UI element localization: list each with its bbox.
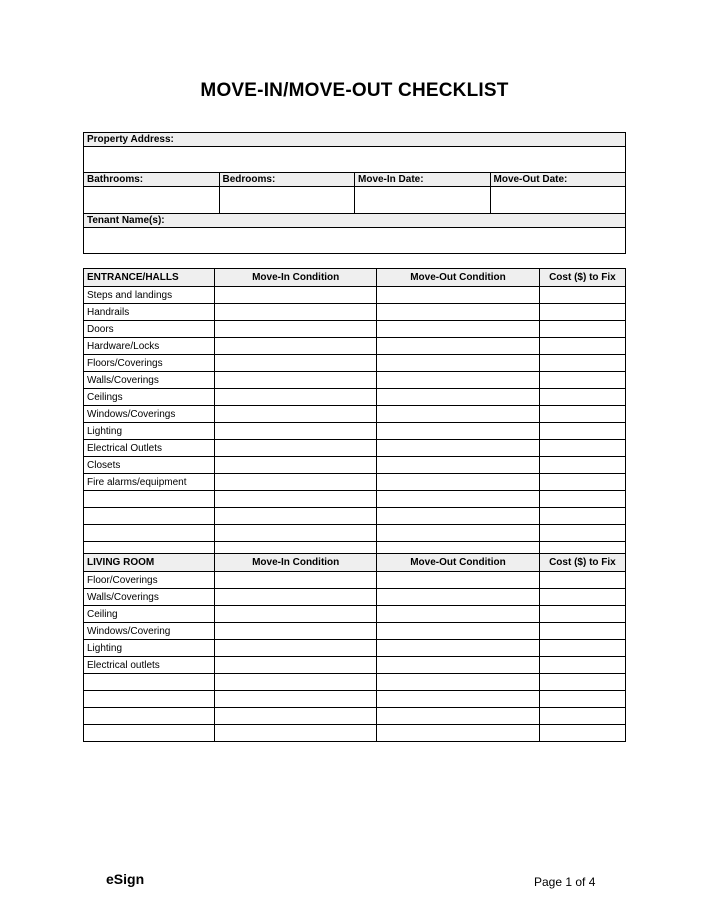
col-move-in-condition: Move-In Condition (215, 554, 377, 572)
move-out-condition-cell[interactable] (377, 440, 540, 457)
move-out-date-field[interactable] (490, 187, 626, 214)
table-row (84, 440, 626, 457)
table-row (84, 355, 626, 372)
item-label: Electrical Outlets (84, 440, 215, 457)
property-info-table (83, 132, 626, 254)
move-in-condition-cell[interactable] (215, 589, 377, 606)
item-label (84, 674, 215, 691)
move-in-date-field[interactable] (355, 187, 491, 214)
col-move-in-condition: Move-In Condition (215, 269, 377, 287)
cost-to-fix-cell[interactable] (539, 657, 625, 674)
cost-to-fix-cell[interactable] (539, 355, 625, 372)
move-in-condition-cell[interactable] (215, 508, 377, 525)
section-header-row (84, 269, 626, 287)
table-row (84, 725, 626, 742)
item-label: Floor/Coverings (84, 572, 215, 589)
move-out-condition-cell[interactable] (377, 606, 540, 623)
move-in-condition-cell[interactable] (215, 406, 377, 423)
cost-to-fix-cell[interactable] (539, 440, 625, 457)
table-row (84, 572, 626, 589)
move-out-condition-cell[interactable] (377, 508, 540, 525)
table-row (84, 406, 626, 423)
move-out-condition-cell[interactable] (377, 525, 540, 542)
move-in-condition-cell[interactable] (215, 321, 377, 338)
cost-to-fix-cell[interactable] (539, 508, 625, 525)
item-label: Ceilings (84, 389, 215, 406)
move-out-condition-cell[interactable] (377, 406, 540, 423)
item-label (84, 491, 215, 508)
cost-to-fix-cell[interactable] (539, 640, 625, 657)
move-in-condition-cell[interactable] (215, 338, 377, 355)
table-row (84, 589, 626, 606)
item-label: Handrails (84, 304, 215, 321)
move-out-condition-cell[interactable] (377, 623, 540, 640)
move-in-condition-cell[interactable] (215, 491, 377, 508)
move-out-condition-cell[interactable] (377, 287, 540, 304)
bedrooms-field[interactable] (219, 187, 355, 214)
col-move-out-condition: Move-Out Condition (377, 269, 540, 287)
item-label: Fire alarms/equipment (84, 474, 215, 491)
checklist-entrance-halls (83, 268, 626, 559)
item-label: Steps and landings (84, 287, 215, 304)
move-out-condition-cell[interactable] (377, 304, 540, 321)
table-row (84, 508, 626, 525)
item-label: Doors (84, 321, 215, 338)
move-in-condition-cell[interactable] (215, 674, 377, 691)
col-cost-to-fix: Cost ($) to Fix (539, 554, 625, 572)
cost-to-fix-cell[interactable] (539, 708, 625, 725)
move-out-condition-cell[interactable] (377, 725, 540, 742)
cost-to-fix-cell[interactable] (539, 321, 625, 338)
item-label (84, 525, 215, 542)
item-label: Ceiling (84, 606, 215, 623)
checklist-living-room (83, 553, 626, 742)
property-address-label: Property Address: (84, 133, 626, 147)
property-address-field[interactable] (84, 147, 626, 173)
item-label: Electrical outlets (84, 657, 215, 674)
table-row (84, 423, 626, 440)
item-label (84, 508, 215, 525)
move-out-condition-cell[interactable] (377, 372, 540, 389)
cost-to-fix-cell[interactable] (539, 589, 625, 606)
table-row (84, 372, 626, 389)
move-in-condition-cell[interactable] (215, 606, 377, 623)
cost-to-fix-cell[interactable] (539, 423, 625, 440)
move-in-date-label: Move-In Date: (355, 173, 491, 187)
tenant-names-label: Tenant Name(s): (84, 214, 626, 228)
item-label: Walls/Coverings (84, 589, 215, 606)
cost-to-fix-cell[interactable] (539, 491, 625, 508)
table-row (84, 674, 626, 691)
move-out-condition-cell[interactable] (377, 423, 540, 440)
move-out-condition-cell[interactable] (377, 640, 540, 657)
cost-to-fix-cell[interactable] (539, 389, 625, 406)
table-row (84, 623, 626, 640)
table-row (84, 457, 626, 474)
move-out-condition-cell[interactable] (377, 691, 540, 708)
move-in-condition-cell[interactable] (215, 474, 377, 491)
section-header-row (84, 554, 626, 572)
move-out-condition-cell[interactable] (377, 474, 540, 491)
cost-to-fix-cell[interactable] (539, 525, 625, 542)
bedrooms-label: Bedrooms: (219, 173, 355, 187)
move-in-condition-cell[interactable] (215, 389, 377, 406)
move-out-condition-cell[interactable] (377, 674, 540, 691)
cost-to-fix-cell[interactable] (539, 572, 625, 589)
table-row (84, 304, 626, 321)
table-row (84, 338, 626, 355)
table-row (84, 525, 626, 542)
table-row (84, 321, 626, 338)
bathrooms-label: Bathrooms: (84, 173, 220, 187)
cost-to-fix-cell[interactable] (539, 474, 625, 491)
table-row (84, 640, 626, 657)
item-label: Windows/Covering (84, 623, 215, 640)
esign-logo: eSign (106, 871, 145, 887)
move-out-date-label: Move-Out Date: (490, 173, 626, 187)
item-label: Closets (84, 457, 215, 474)
item-label (84, 708, 215, 725)
table-row (84, 691, 626, 708)
move-in-condition-cell[interactable] (215, 725, 377, 742)
move-in-condition-cell[interactable] (215, 525, 377, 542)
move-in-condition-cell[interactable] (215, 691, 377, 708)
move-out-condition-cell[interactable] (377, 355, 540, 372)
table-row (84, 389, 626, 406)
item-label: Walls/Coverings (84, 372, 215, 389)
item-label (84, 725, 215, 742)
col-move-out-condition: Move-Out Condition (377, 554, 540, 572)
item-label: Lighting (84, 640, 215, 657)
item-label: Windows/Coverings (84, 406, 215, 423)
item-label: Hardware/Locks (84, 338, 215, 355)
move-out-condition-cell[interactable] (377, 708, 540, 725)
move-out-condition-cell[interactable] (377, 389, 540, 406)
col-cost-to-fix: Cost ($) to Fix (539, 269, 625, 287)
move-in-condition-cell[interactable] (215, 440, 377, 457)
section-name: LIVING ROOM (84, 554, 215, 572)
move-out-condition-cell[interactable] (377, 457, 540, 474)
move-out-condition-cell[interactable] (377, 657, 540, 674)
item-label: Floors/Coverings (84, 355, 215, 372)
move-in-condition-cell[interactable] (215, 372, 377, 389)
section-name: ENTRANCE/HALLS (84, 269, 215, 287)
move-in-condition-cell[interactable] (215, 572, 377, 589)
cost-to-fix-cell[interactable] (539, 304, 625, 321)
move-in-condition-cell[interactable] (215, 423, 377, 440)
table-row (84, 708, 626, 725)
move-in-condition-cell[interactable] (215, 287, 377, 304)
move-out-condition-cell[interactable] (377, 338, 540, 355)
cost-to-fix-cell[interactable] (539, 606, 625, 623)
tenant-names-field[interactable] (84, 228, 626, 254)
cost-to-fix-cell[interactable] (539, 725, 625, 742)
move-in-condition-cell[interactable] (215, 640, 377, 657)
move-in-condition-cell[interactable] (215, 355, 377, 372)
cost-to-fix-cell[interactable] (539, 457, 625, 474)
table-row (84, 474, 626, 491)
table-row (84, 491, 626, 508)
move-in-condition-cell[interactable] (215, 623, 377, 640)
move-out-condition-cell[interactable] (377, 589, 540, 606)
cost-to-fix-cell[interactable] (539, 623, 625, 640)
move-in-condition-cell[interactable] (215, 657, 377, 674)
item-label: Lighting (84, 423, 215, 440)
item-label (84, 691, 215, 708)
table-row (84, 657, 626, 674)
table-row (84, 606, 626, 623)
cost-to-fix-cell[interactable] (539, 674, 625, 691)
move-out-condition-cell[interactable] (377, 572, 540, 589)
cost-to-fix-cell[interactable] (539, 691, 625, 708)
bathrooms-field[interactable] (84, 187, 220, 214)
cost-to-fix-cell[interactable] (539, 372, 625, 389)
table-row (84, 287, 626, 304)
move-in-condition-cell[interactable] (215, 708, 377, 725)
cost-to-fix-cell[interactable] (539, 338, 625, 355)
cost-to-fix-cell[interactable] (539, 287, 625, 304)
move-in-condition-cell[interactable] (215, 304, 377, 321)
cost-to-fix-cell[interactable] (539, 406, 625, 423)
move-out-condition-cell[interactable] (377, 491, 540, 508)
page-number: Page 1 of 4 (534, 875, 596, 889)
move-in-condition-cell[interactable] (215, 457, 377, 474)
page-title: MOVE-IN/MOVE-OUT CHECKLIST (200, 80, 509, 101)
move-out-condition-cell[interactable] (377, 321, 540, 338)
